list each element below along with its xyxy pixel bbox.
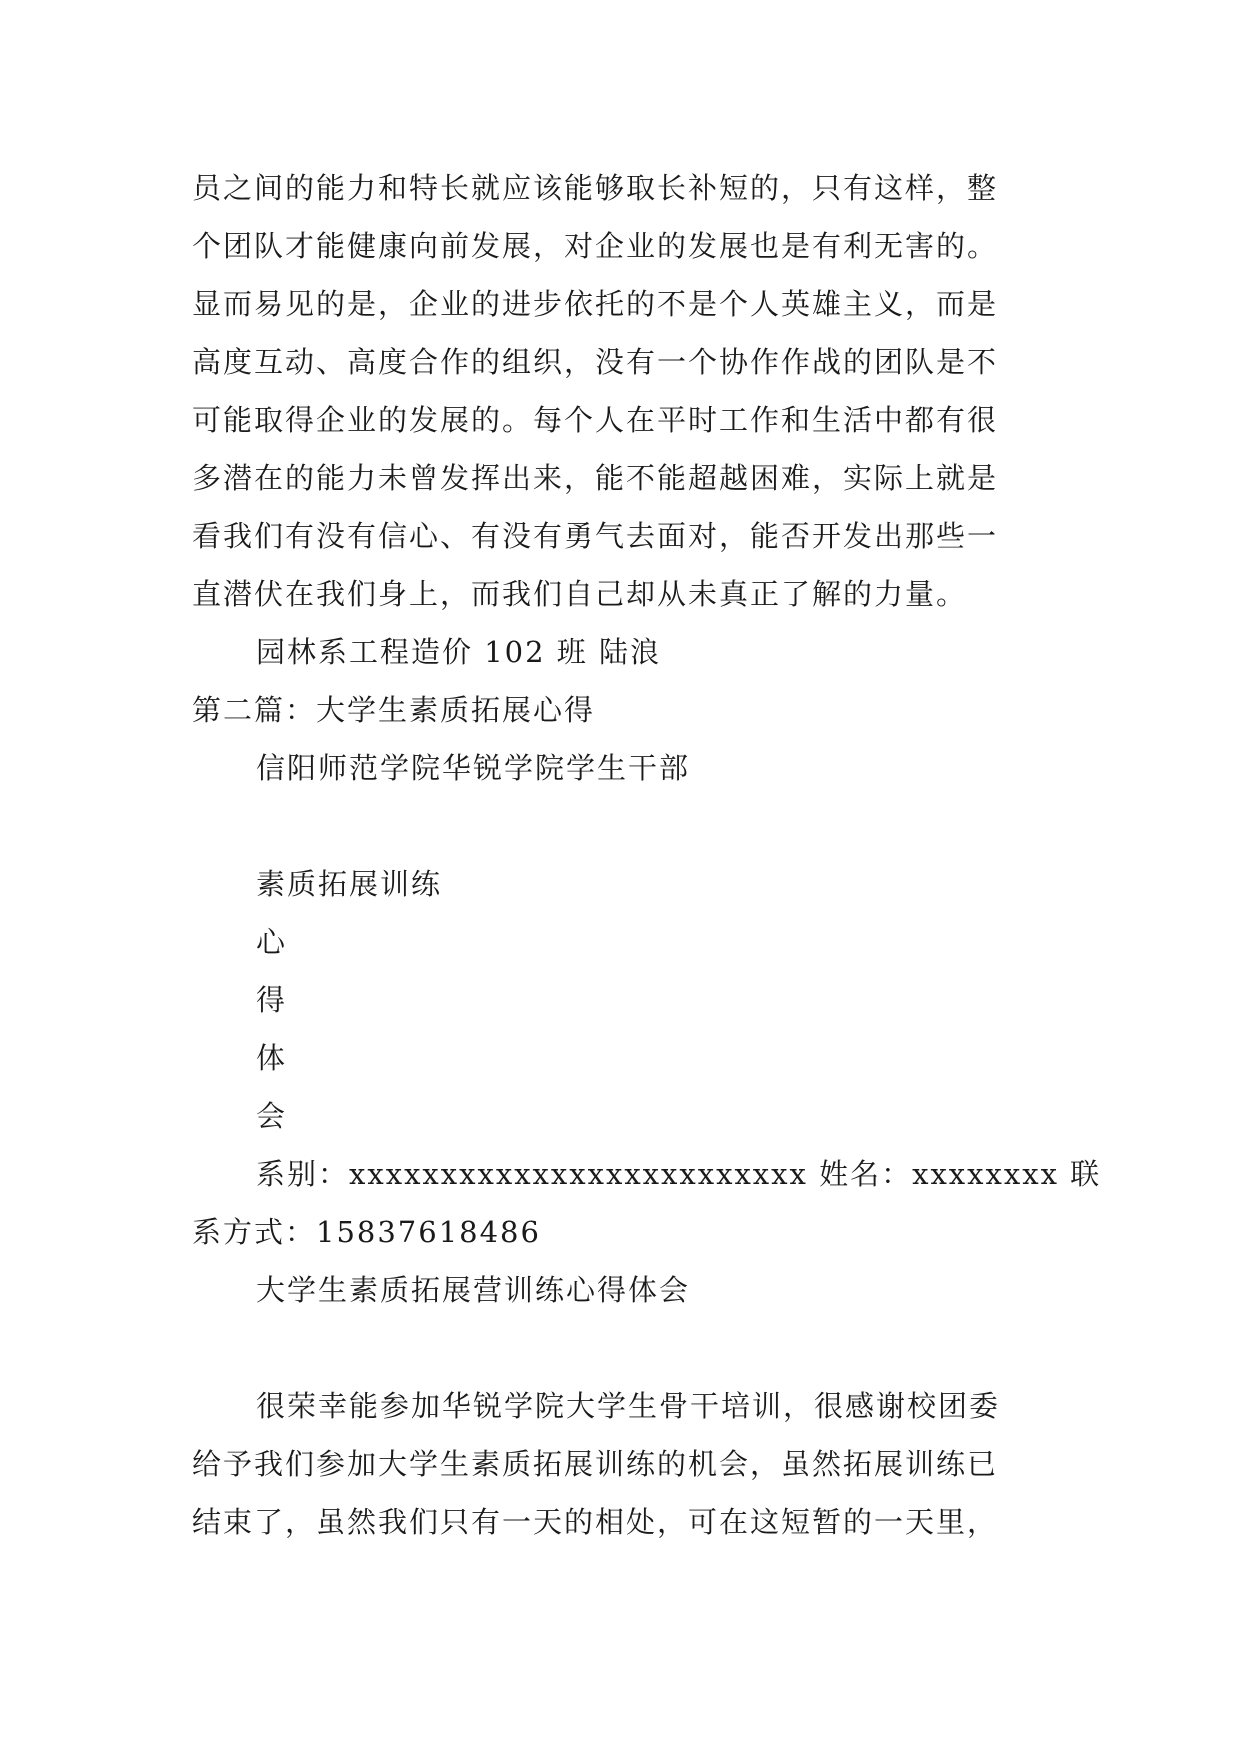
organization-line: 信阳师范学院华锐学院学生干部 <box>256 751 691 785</box>
section-heading: 第二篇：大学生素质拓展心得 <box>192 693 596 727</box>
body-text-line: 员之间的能力和特长就应该能够取长补短的，只有这样，整 <box>192 171 999 205</box>
body-text-line: 多潜在的能力未曾发挥出来，能不能超越困难，实际上就是 <box>192 461 999 495</box>
vertical-title-char: 心 <box>256 925 288 959</box>
body-text-line: 结束了，虽然我们只有一天的相处，可在这短暂的一天里， <box>192 1505 999 1539</box>
subtitle-line: 素质拓展训练 <box>256 867 443 901</box>
vertical-title-char: 会 <box>256 1099 288 1133</box>
body-text-line: 很荣幸能参加华锐学院大学生骨干培训，很感谢校团委 <box>256 1389 1001 1423</box>
body-text-line: 看我们有没有信心、有没有勇气去面对，能否开发出那些一 <box>192 519 999 553</box>
body-text-line: 显而易见的是，企业的进步依托的不是个人英雄主义，而是 <box>192 287 999 321</box>
article-title: 大学生素质拓展营训练心得体会 <box>256 1273 691 1307</box>
author-signature: 园林系工程造价 102 班 陆浪 <box>256 635 662 669</box>
body-text-line: 高度互动、高度合作的组织，没有一个协作作战的团队是不 <box>192 345 999 379</box>
body-text-line: 直潜伏在我们身上，而我们自己却从未真正了解的力量。 <box>192 577 968 611</box>
vertical-title-char: 得 <box>256 983 288 1017</box>
info-line: 系方式：15837618486 <box>192 1215 541 1249</box>
vertical-title-char: 体 <box>256 1041 288 1075</box>
info-line: 系别：xxxxxxxxxxxxxxxxxxxxxxxxx 姓名：xxxxxxxx 联 <box>256 1157 1102 1191</box>
body-text-line: 个团队才能健康向前发展，对企业的发展也是有利无害的。 <box>192 229 999 263</box>
body-text-line: 给予我们参加大学生素质拓展训练的机会，虽然拓展训练已 <box>192 1447 999 1481</box>
body-text-line: 可能取得企业的发展的。每个人在平时工作和生活中都有很 <box>192 403 999 437</box>
